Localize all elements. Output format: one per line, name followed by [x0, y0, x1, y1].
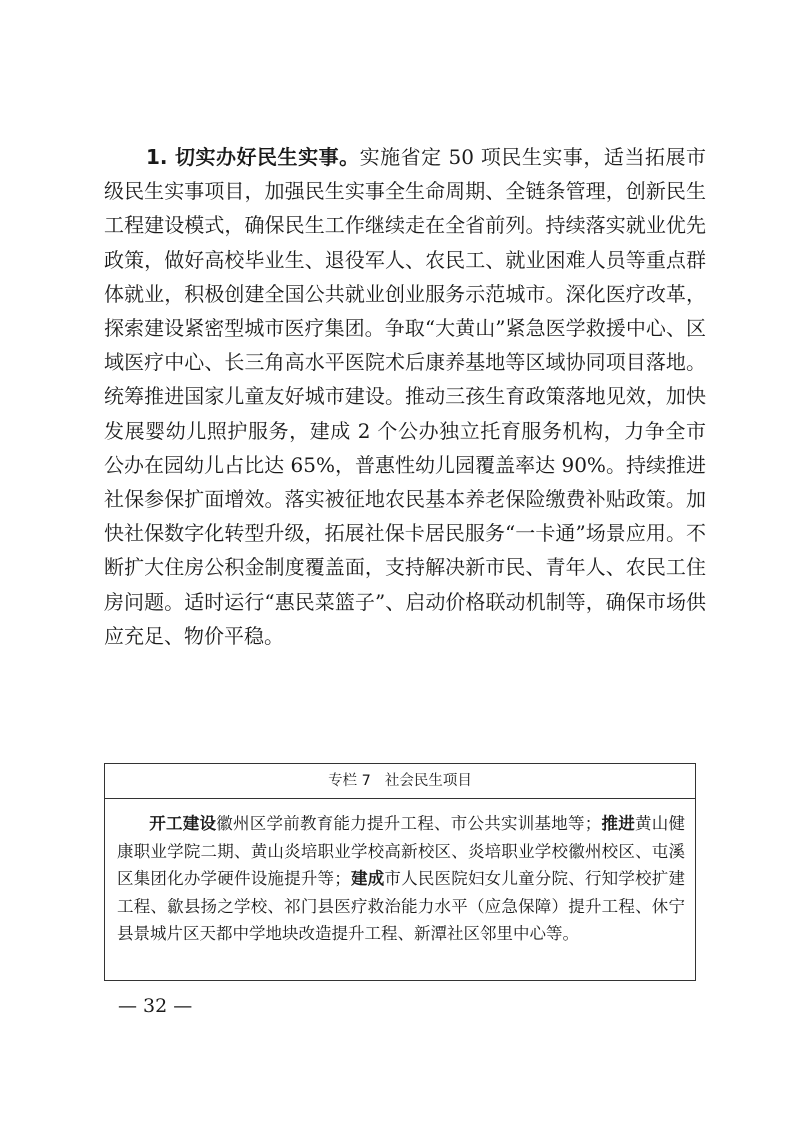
start-construction-projects: 徽州区学前教育能力提升工程、市公共实训基地等；	[216, 814, 602, 833]
section-heading: 1. 切实办好民生实事。	[146, 145, 360, 169]
column-box-body	[105, 799, 695, 948]
page-number: — 32 —	[118, 995, 193, 1017]
keyword-promote: 推进	[601, 814, 635, 833]
section-body: 实施省定 50 项民生实事，适当拓展市级民生实事项目，加强民生实事全生命周期、全链条管理，创新民生工程建设模式，确保民生工作继续走在全省前列。持续落实就业优先政策，做好高校毕业生、退役军人、农民工、就业困难人员等重点群体就业，积极创建全国公共就业创业服务示范城市。深化医疗改革，探索建设紧密型城市医疗集团。争取“大黄山”紧急医学救援中心、区域医疗中心、长三角高水平医院术后康养基地等区域协同项目落地。统筹推进国家儿童友好城市建设。推动三孩生育政策落地见效，加快发展婴幼儿照护服务，建成 2 个公办独立托育服务机构，力争全市公办在园幼儿占比达 65%，普惠性幼儿园覆盖率达 90%。持续推进社保参保扩面增效。落实被征地农民基本养老保险缴费补贴政策。加快社保数字化转型升级，拓展社保卡居民服务“一卡通”场景应用。不断扩大住房公积金制度覆盖面，支持解决新市民、青年人、农民工住房问题。适时运行“惠民菜篮子”、启动价格联动机制等，确保市场供应充足、物价平稳。	[104, 145, 706, 648]
column-box-title	[105, 764, 695, 799]
promote-projects: 黄山健康职业学院二期、黄山炎培职业学校高新校区、炎培职业学校徽州校区、屯溪区集团化办学硬件设施提升等；	[117, 814, 685, 888]
keyword-complete: 建成	[350, 869, 385, 888]
column-box	[104, 763, 696, 981]
section-paragraph	[104, 140, 706, 653]
column-box-number: 专栏 7	[328, 773, 371, 789]
keyword-start-construction: 开工建设	[149, 814, 217, 833]
complete-projects: 市人民医院妇女儿童分院、行知学校扩建工程、歙县扬之学校、祁门县医疗救治能力水平（应急保障）提升工程、休宁县景城片区天都中学地块改造提升工程、新潭社区邻里中心等。	[117, 869, 686, 943]
column-box-heading: 社会民生项目	[384, 773, 472, 789]
